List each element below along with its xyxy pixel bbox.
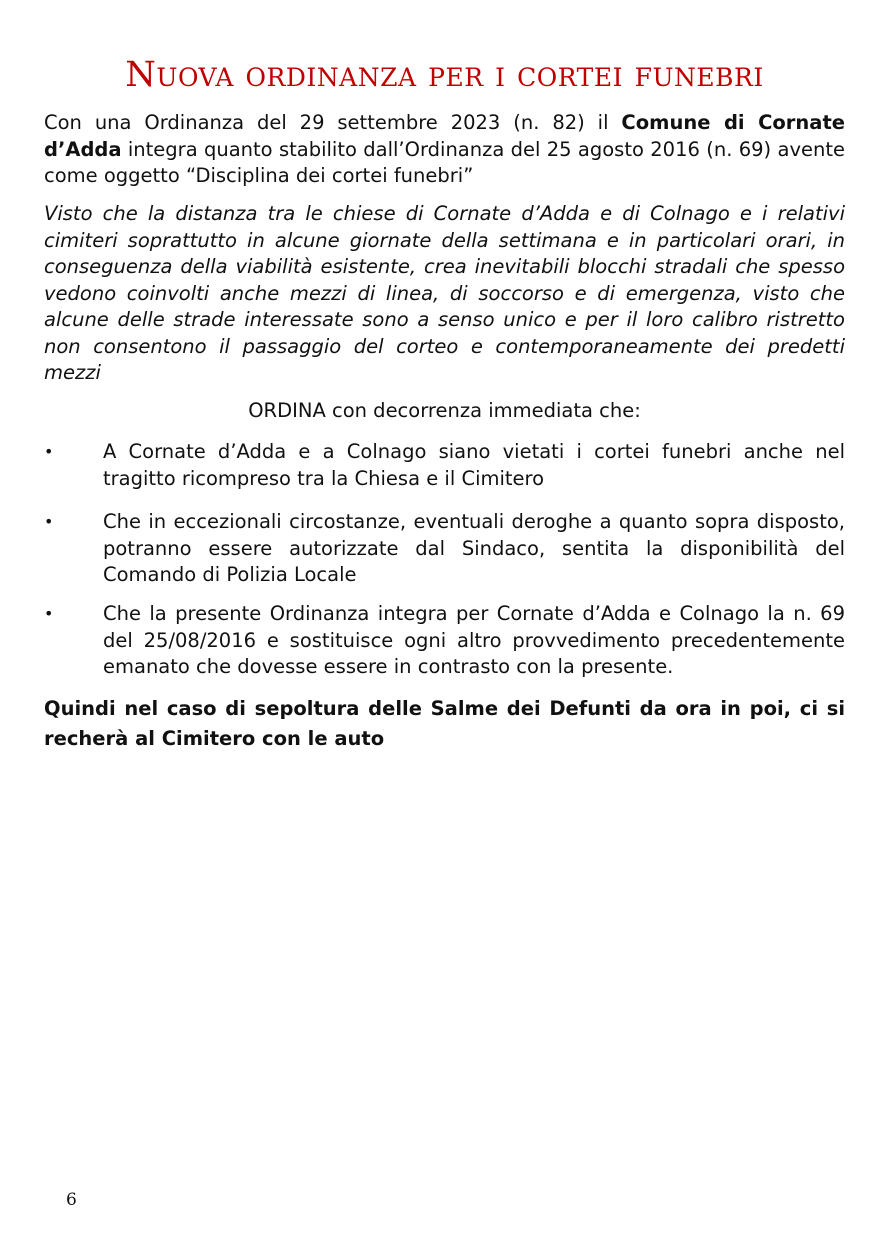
list-item-text: A Cornate d’Adda e a Colnago siano vietati i cortei funebri anche nel tragitto ricompreso tra la Chiesa e il Cimitero [103, 440, 845, 490]
page-title: Nuova ordinanza per i cortei funebri [125, 55, 764, 95]
intro-comune-name: Comune di Cornate d’Adda [44, 111, 845, 161]
bullet-icon: • [44, 512, 54, 531]
bullet-icon: • [44, 604, 54, 623]
page-number: 6 [66, 1190, 77, 1210]
list-item-text: Che in eccezionali circostanze, eventuali deroghe a quanto sopra disposto, potranno essere autorizzate dal Sindaco, sentita la disponibilità del Comando di Polizia Locale [103, 510, 845, 586]
bullet-icon: • [44, 442, 54, 461]
visto-paragraph: Visto che la distanza tra le chiese di Cornate d’Adda e di Colnago e i relativi cimiteri soprattutto in alcune giornate della settimana e in particolari orari, in conseguenza della viabilità esistente, crea inevitabili blocchi stradali che spesso vedono coinvolti anche mezzi di linea, di soccorso e di emergenza, visto che alcune delle strade interessate sono a senso unico e per il loro calibro ristretto non consentono il passaggio del corteo e contemporaneamente dei predetti mezzi [44, 202, 845, 384]
ordina-heading: ORDINA con decorrenza immediata che: [248, 399, 641, 422]
closing-paragraph: Quindi nel caso di sepoltura delle Salme dei Defunti da ora in poi, ci si recherà al Cimitero con le auto [44, 697, 845, 750]
intro-text-start: Con una Ordinanza del 29 settembre 2023 (n. 82) il [44, 111, 622, 134]
list-item-text: Che la presente Ordinanza integra per Cornate d’Adda e Colnago la n. 69 del 25/08/2016 e sostituisce ogni altro provvedimento precedentemente emanato che dovesse essere in contrasto con la presente. [103, 602, 845, 678]
intro-paragraph [44, 110, 845, 190]
intro-text-end: integra quanto stabilito dall’Ordinanza del 25 agosto 2016 (n. 69) avente come oggetto “Disciplina dei cortei funebri” [44, 137, 845, 187]
